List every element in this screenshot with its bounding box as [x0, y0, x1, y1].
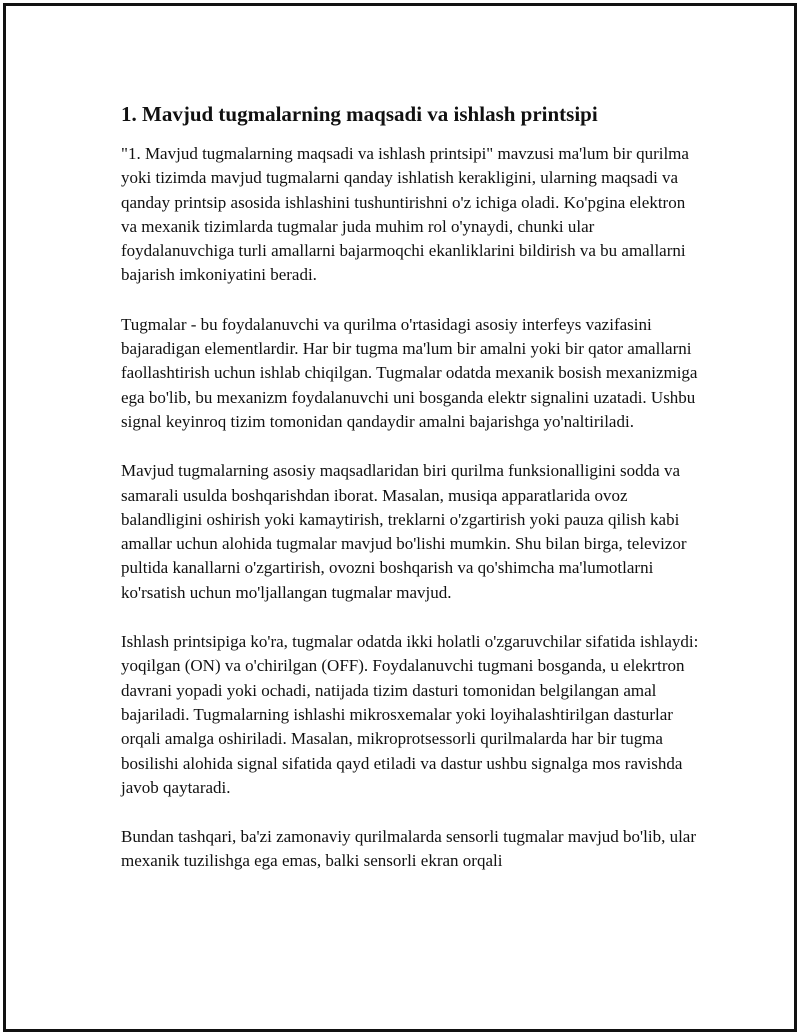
paragraph-3: Mavjud tugmalarning asosiy maqsadlaridan biri qurilma funksionalligini sodda va samarali usulda boshqarishdan iborat. Masalan, musiqa apparatlarida ovoz balandligini oshirish yoki kamaytirish, treklarni o'zgartirish yoki pauza qilish kabi amallar uchun alohida tugmalar mavjud bo'lishi mumkin. Shu bilan birga, televizor pultida kanallarni o'zgartirish, ovozni boshqarish va qo'shimcha ma'lumotlarni ko'rsatish uchun mo'ljallangan tugmalar mavjud. [121, 461, 687, 602]
section-heading: 1. Mavjud tugmalarning maqsadi va ishlash printsipi [121, 102, 598, 126]
paragraph-2: Tugmalar - bu foydalanuvchi va qurilma o'rtasidagi asosiy interfeys vazifasini bajaradigan elementlardir. Har bir tugma ma'lum bir amalni yoki bir qator amallarni faollashtirish uchun ishlab chiqilgan. Tugmalar odatda mexanik bosish mexanizmiga ega bo'lib, bu mexanizm foydalanuvchi uni bosganda elektr signalini uzatadi. Ushbu signal keyinroq tizim tomonidan qandaydir amalni bajarishga yo'naltiriladi. [121, 314, 698, 431]
paragraph-5: Bundan tashqari, ba'zi zamonaviy qurilmalarda sensorli tugmalar mavjud bo'lib, ular mexanik tuzilishga ega emas, balki sensorli ekran orqali [121, 827, 696, 871]
paragraph-4: Ishlash printsipiga ko'ra, tugmalar odatda ikki holatli o'zgaruvchilar sifatida ishlaydi: yoqilgan (ON) va o'chirilgan (OFF). Foydalanuvchi tugmani bosganda, u elekrtron davrani yopadi yoki ochadi, natijada tizim dasturi tomonidan belgilangan amal bajariladi. Tugmalarning ishlashi mikrosxemalar yoki loyihalashtirilgan dasturlar orqali amalga oshiriladi. Masalan, mikroprotsessorli qurilmalarda har bir tugma bosilishi alohida signal sifatida qayd etiladi va dastur ushbu signalga mos ravishda javob qaytaradi. [121, 632, 699, 797]
paragraph-1: "1. Mavjud tugmalarning maqsadi va ishlash printsipi" mavzusi ma'lum bir qurilma yoki tizimda mavjud tugmalarni qanday ishlatish kerakligini, ularning maqsadi va qanday printsip asosida ishlashini tushuntirishni o'z ichiga oladi. Ko'pgina elektron va mexanik tizimlarda tugmalar juda muhim rol o'ynaydi, chunki ular foydalanuvchiga turli amallarni bajarmoqchi ekanliklarini bildirish va bu amallarni bajarish imkoniyatini beradi. [121, 144, 689, 285]
page-frame [3, 3, 797, 1032]
document-body [121, 100, 701, 899]
